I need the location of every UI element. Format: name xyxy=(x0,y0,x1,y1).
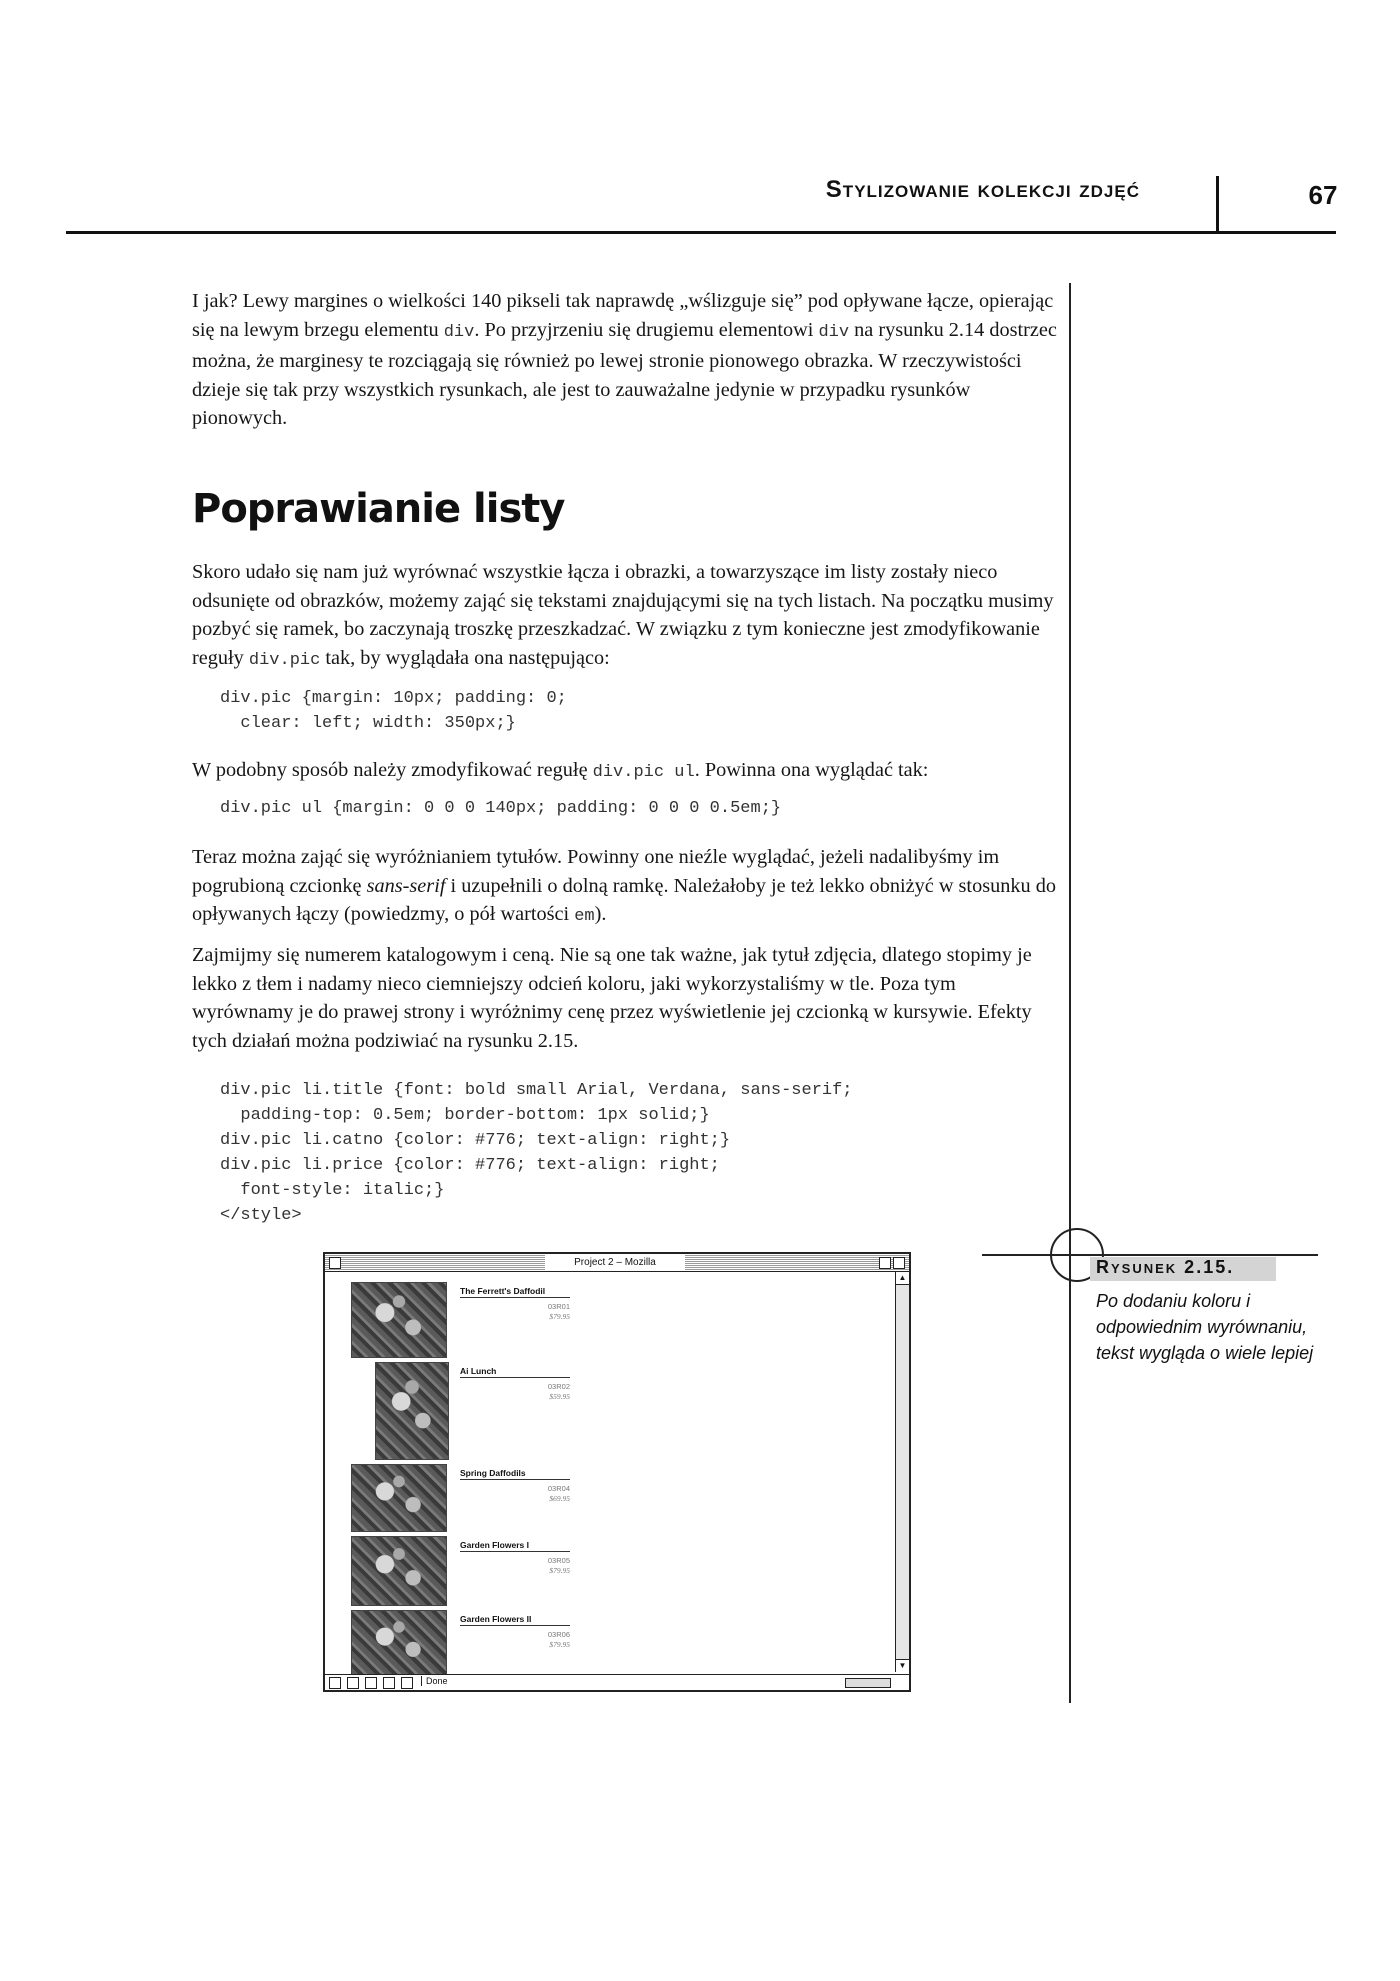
p4-text-3: ). xyxy=(594,903,607,925)
item-price: $79.95 xyxy=(549,1566,570,1575)
browser-screenshot xyxy=(323,1252,911,1692)
item-catno: 03R05 xyxy=(547,1556,570,1565)
item-price: $79.95 xyxy=(549,1640,570,1649)
item-title: Spring Daffodils xyxy=(460,1468,570,1480)
item-title: Ai Lunch xyxy=(460,1366,570,1378)
item-catno: 03R01 xyxy=(547,1302,570,1311)
margin-rule xyxy=(1069,283,1071,1703)
code-line: div.pic ul {margin: 0 0 0 140px; padding: 0 0 0 0.5em;} xyxy=(220,799,782,818)
photo-thumbnail[interactable] xyxy=(351,1464,447,1532)
p3-text-1: W podobny sposób należy zmodyfikować regułę xyxy=(192,759,593,781)
code-line: font-style: italic;} xyxy=(220,1181,445,1200)
p1-text-1: I jak? Lewy margines o wielkości 140 pikseli tak naprawdę „wślizguje się” pod opływane łącze, opierając się na lewym brzegu elementu xyxy=(192,290,1054,341)
close-box-icon[interactable] xyxy=(329,1257,341,1269)
item-price: $59.95 xyxy=(549,1392,570,1401)
p1-text-2: . Po przyjrzeniu się drugiemu elementowi xyxy=(474,318,819,341)
address-book-icon[interactable] xyxy=(383,1677,395,1689)
p2-code-1: div.pic xyxy=(248,650,321,670)
code-line: div.pic {margin: 10px; padding: 0; xyxy=(220,689,567,708)
paragraph-3 xyxy=(192,756,1062,788)
code-block-3 xyxy=(220,1078,1060,1228)
p1-code-1: div xyxy=(443,322,475,342)
header-separator xyxy=(1216,176,1219,232)
p4-emphasis: sans-serif xyxy=(366,874,446,897)
status-text: Done xyxy=(421,1676,448,1686)
p3-text-2: . Powinna ona wyglądać tak: xyxy=(694,759,929,781)
scroll-down-icon[interactable]: ▼ xyxy=(896,1659,909,1672)
code-block-1 xyxy=(220,686,1060,736)
p4-text-1: Teraz można zająć się wyróżnianiem tytułów. Powinny one nieźle wyglądać, jeżeli nadalibyśmy im pogrubioną czcionkę xyxy=(192,846,1000,897)
code-line: div.pic li.title {font: bold small Arial, Verdana, sans-serif; xyxy=(220,1081,853,1100)
code-line: clear: left; width: 350px;} xyxy=(220,714,516,733)
p2-text-1: Skoro udało się nam już wyrównać wszystkie łącza i obrazki, a towarzyszące im listy zostały nieco odsunięte od obrazków, możemy zająć się tekstami znajdującymi się na tych listach. Na początku musimy pozbyć się ramek, bo zaczynają troszkę przeszkadzać. W związku z tym konieczne jest zmodyfikowanie reguły xyxy=(192,561,1054,669)
running-header-title: Stylizowanie kolekcji zdjęć xyxy=(825,176,1140,203)
photo-thumbnail[interactable] xyxy=(351,1536,447,1606)
item-catno: 03R02 xyxy=(547,1382,570,1391)
header-rule xyxy=(66,231,1336,234)
photo-thumbnail[interactable] xyxy=(351,1610,447,1676)
vertical-scrollbar[interactable] xyxy=(895,1272,909,1672)
collapse-box-icon[interactable] xyxy=(893,1257,905,1269)
code-line: div.pic li.price {color: #776; text-align: right; xyxy=(220,1156,720,1175)
item-price: $79.95 xyxy=(549,1312,570,1321)
p1-code-2: div xyxy=(818,322,850,342)
code-block-2 xyxy=(220,796,1060,821)
photo-thumbnail[interactable] xyxy=(375,1362,449,1460)
paragraph-1 xyxy=(192,287,1062,433)
photo-thumbnail[interactable] xyxy=(351,1282,447,1358)
item-title: The Ferrett's Daffodil xyxy=(460,1286,570,1298)
paragraph-5: Zajmijmy się numerem katalogowym i ceną. Nie są one tak ważne, jak tytuł zdjęcia, dlatego stopimy je lekko z tłem i nadamy nieco ciemniejszy odcień koloru, jaki wykorzystaliśmy w tle. Poza tym wyrównamy je do prawej strony i wyróżnimy cenę przez wyświetlenie jej czcionką w kursywie. Efekty tych działań można podziwiać na rysunku 2.15. xyxy=(192,944,1032,1052)
figure-label: Rysunek 2.15. xyxy=(1096,1257,1235,1277)
section-heading: Poprawianie listy xyxy=(192,486,565,532)
zoom-box-icon[interactable] xyxy=(879,1257,891,1269)
p2-text-2: tak, by wyglądała ona następująco: xyxy=(320,646,610,669)
composer-icon[interactable] xyxy=(365,1677,377,1689)
progress-indicator xyxy=(845,1678,891,1688)
status-bar xyxy=(325,1674,909,1690)
figure-caption: Po dodaniu koloru i odpowiednim wyrównaniu, tekst wygląda o wiele lepiej xyxy=(1096,1291,1314,1363)
paragraph-2 xyxy=(192,558,1062,675)
navigator-icon[interactable] xyxy=(329,1677,341,1689)
code-line: padding-top: 0.5em; border-bottom: 1px solid;} xyxy=(220,1106,710,1125)
security-icon[interactable] xyxy=(401,1677,413,1689)
p3-code-1: div.pic ul xyxy=(592,763,695,782)
mail-icon[interactable] xyxy=(347,1677,359,1689)
item-catno: 03R04 xyxy=(547,1484,570,1493)
code-line: div.pic li.catno {color: #776; text-align: right;} xyxy=(220,1131,731,1150)
item-catno: 03R06 xyxy=(547,1630,570,1639)
item-title: Garden Flowers II xyxy=(460,1614,570,1626)
window-title: Project 2 – Mozilla xyxy=(545,1255,685,1270)
p1-text-3: na rysunku 2.14 dostrzec można, że marginesy te rozciągają się również po lewej stronie pionowego obrazka. W rzeczywistości dzieje się tak przy wszystkich rysunkach, ale jest to zauważalne jedynie w przypadku rysunków pionowych. xyxy=(192,318,1057,429)
item-title: Garden Flowers I xyxy=(460,1540,570,1552)
scroll-up-icon[interactable]: ▲ xyxy=(896,1272,909,1285)
page-number: 67 xyxy=(1308,180,1338,210)
p4-text-2: i uzupełnili o dolną ramkę. Należałoby je też lekko obniżyć w stosunku do opływanych łączy (powiedzmy, o pół wartości xyxy=(192,874,1057,925)
p4-code-1: em xyxy=(574,907,595,926)
item-price: $69.95 xyxy=(549,1494,570,1503)
code-line: </style> xyxy=(220,1206,302,1225)
caption-rule xyxy=(982,1254,1318,1256)
paragraph-4 xyxy=(192,843,1062,932)
window-titlebar xyxy=(325,1254,909,1272)
